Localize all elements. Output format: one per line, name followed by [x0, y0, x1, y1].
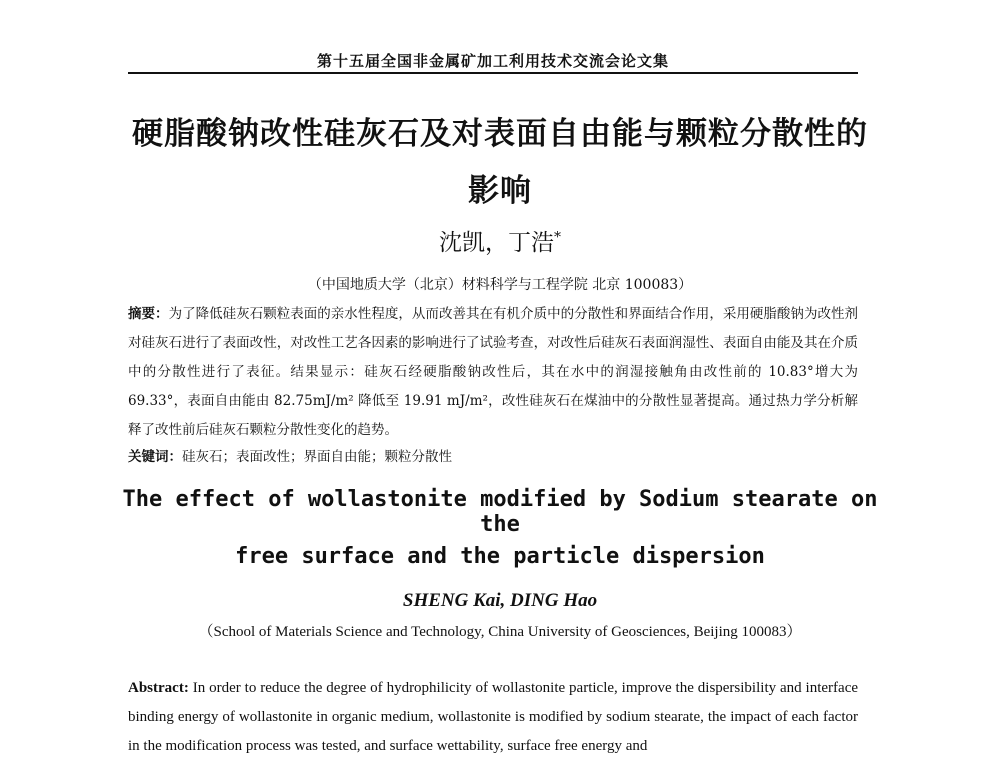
english-title-line-2: free surface and the particle dispersion: [235, 544, 765, 569]
header-rule: [128, 72, 858, 74]
chinese-affiliation: （中国地质大学（北京）材料科学与工程学院 北京 100083）: [307, 277, 693, 293]
chinese-abstract-text: 为了降低硅灰石颗粒表面的亲水性程度，从而改善其在有机介质中的分散性和界面结合作用，采用硬脂酸钠为改性剂对硅灰石进行了表面改性，对改性工艺各因素的影响进行了试验考查，对改性后硅灰石表面润湿性、表面自由能及其在介质中的分散性进行了表征。结果显示：硅灰石经硬脂酸钠改性后，其在水中的润湿接触角由改性前的 10.83°增大为 69.33°，表面自由能由 82.75mJ/m² 降低至 19.91 mJ/m²，改性硅灰石在煤油中的分散性显著提高。通过热力学分析解释了改性前后硅灰石颗粒分散性变化的趋势。: [128, 306, 859, 438]
english-abstract-text: In order to reduce the degree of hydrophilicity of wollastonite particle, improve the dispersibility and interface binding energy of wollastonite in organic medium, wollastonite is modified by sodium stearate, the impact of each factor in the modification process was tested, and surface wettability, surface free energy and: [128, 680, 859, 754]
chinese-authors: [0, 224, 1000, 257]
chinese-abstract-label: 摘要：: [128, 306, 169, 322]
english-title-line-1: The effect of wollastonite modified by Sodium stearate on the: [122, 487, 878, 537]
chinese-title-line-2: 影响: [468, 173, 532, 209]
english-authors: SHENG Kai, DING Hao: [402, 590, 598, 611]
chinese-keywords-label: 关键词：: [128, 449, 182, 465]
english-affiliation: （School of Materials Science and Technology, China University of Geosciences, Beijing 100083）: [198, 624, 802, 640]
chinese-abstract: [128, 300, 858, 445]
chinese-title-line-1: 硬脂酸钠改性硅灰石及对表面自由能与颗粒分散性的: [132, 116, 868, 152]
chinese-keywords: [128, 445, 858, 465]
corresponding-author-mark: *: [554, 229, 561, 246]
chinese-keywords-text: 硅灰石；表面改性；界面自由能；颗粒分散性: [182, 449, 452, 465]
english-abstract: [128, 674, 858, 761]
english-abstract-label: Abstract:: [128, 680, 189, 696]
running-header: 第十五届全国非金属矿加工利用技术交流会论文集: [316, 52, 669, 70]
chinese-author-names: 沈凯，丁浩: [439, 230, 554, 256]
